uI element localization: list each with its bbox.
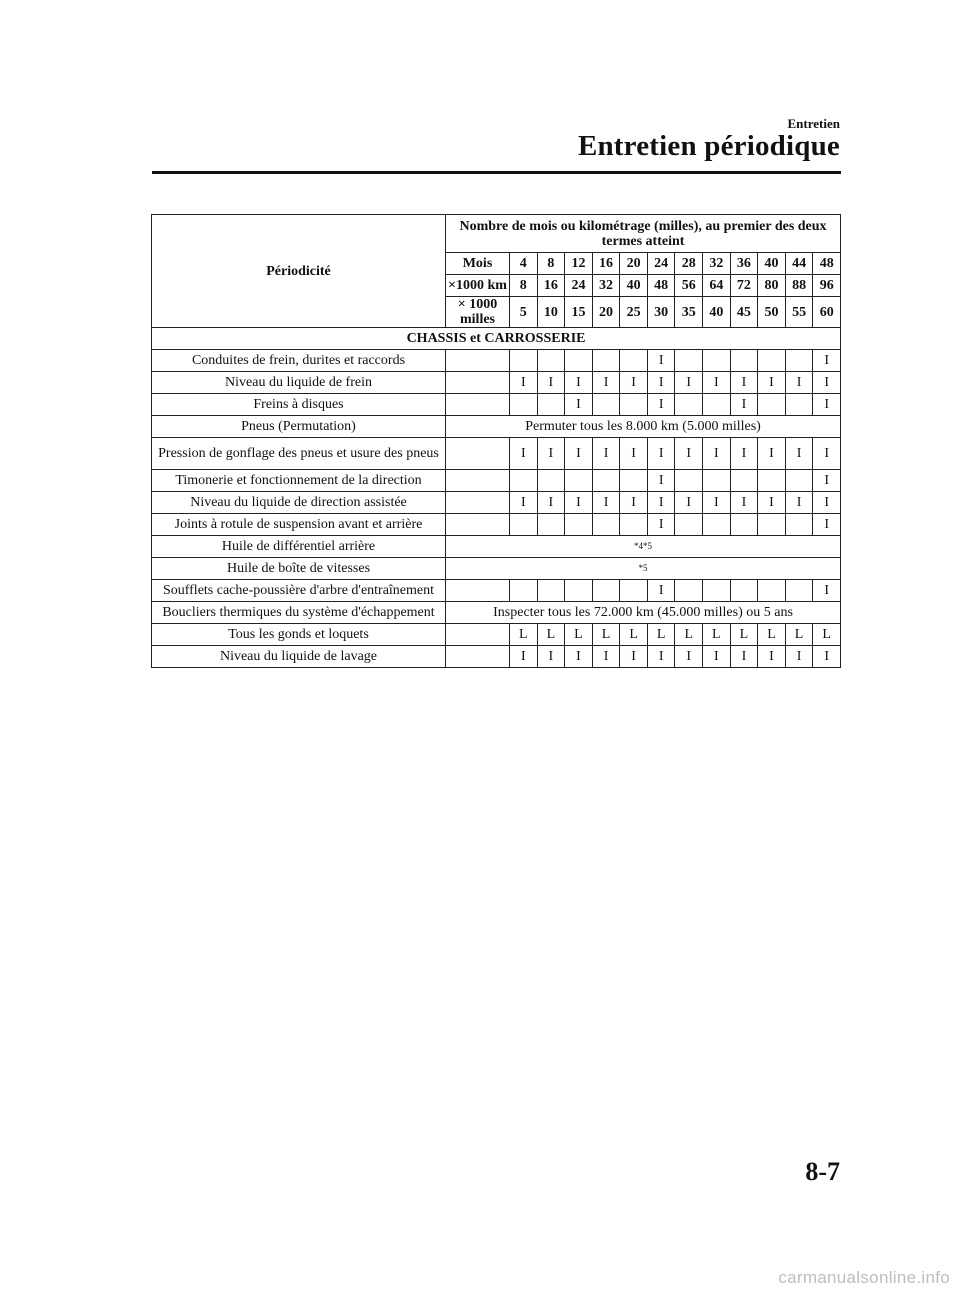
schedule-cell: I [758, 372, 786, 394]
empty-cell [446, 514, 510, 536]
schedule-cell [592, 470, 620, 492]
schedule-cell [730, 514, 758, 536]
page-title: Entretien périodique [577, 130, 840, 162]
schedule-cell [620, 350, 648, 372]
interval-value: 20 [620, 253, 648, 275]
interval-value: 10 [537, 297, 565, 328]
note-reference: *5 [446, 558, 841, 580]
schedule-cell: I [813, 492, 841, 514]
interval-value: 5 [510, 297, 538, 328]
schedule-cell [675, 350, 703, 372]
interval-value: 40 [703, 297, 731, 328]
interval-value: 8 [510, 275, 538, 297]
schedule-cell: L [813, 624, 841, 646]
schedule-cell [510, 394, 538, 416]
table-row [152, 492, 841, 514]
schedule-cell: I [813, 646, 841, 668]
item-label: Niveau du liquide de frein [152, 372, 446, 394]
schedule-cell [758, 470, 786, 492]
schedule-cell [620, 470, 648, 492]
schedule-cell: I [813, 580, 841, 602]
schedule-cell: L [730, 624, 758, 646]
item-label: Pression de gonflage des pneus et usure des pneus [152, 438, 446, 470]
schedule-cell [537, 514, 565, 536]
schedule-cell [703, 350, 731, 372]
section-name: Entretien [787, 116, 840, 131]
empty-cell [446, 580, 510, 602]
schedule-cell [730, 350, 758, 372]
schedule-cell [675, 514, 703, 536]
schedule-cell [537, 394, 565, 416]
schedule-cell: I [592, 438, 620, 470]
interval-value: 50 [758, 297, 786, 328]
table-row [152, 536, 841, 558]
schedule-cell [785, 350, 813, 372]
schedule-cell [703, 470, 731, 492]
item-label: Soufflets cache-poussière d'arbre d'entraînement [152, 580, 446, 602]
table-row [152, 558, 841, 580]
schedule-cell: I [592, 372, 620, 394]
schedule-cell: I [592, 492, 620, 514]
schedule-cell: I [647, 492, 675, 514]
interval-value: 55 [785, 297, 813, 328]
interval-value: 32 [592, 275, 620, 297]
schedule-cell: I [620, 492, 648, 514]
page-number: 8-7 [805, 1157, 840, 1186]
interval-value: 56 [675, 275, 703, 297]
interval-label: ×1000 km [446, 275, 510, 297]
interval-value: 44 [785, 253, 813, 275]
interval-value: 40 [620, 275, 648, 297]
schedule-cell [785, 394, 813, 416]
table-row [152, 372, 841, 394]
section-title: CHASSIS et CARROSSERIE [152, 328, 841, 350]
schedule-cell: I [647, 580, 675, 602]
schedule-cell: I [813, 470, 841, 492]
schedule-cell: I [813, 438, 841, 470]
empty-cell [446, 350, 510, 372]
schedule-cell: L [785, 624, 813, 646]
interval-value: 16 [537, 275, 565, 297]
schedule-cell [703, 580, 731, 602]
schedule-cell: I [565, 646, 593, 668]
interval-value: 24 [565, 275, 593, 297]
item-label: Timonerie et fonctionnement de la direction [152, 470, 446, 492]
schedule-cell: I [510, 646, 538, 668]
item-label: Pneus (Permutation) [152, 416, 446, 438]
empty-cell [446, 438, 510, 470]
schedule-cell: I [537, 646, 565, 668]
schedule-cell: I [647, 470, 675, 492]
schedule-cell [592, 350, 620, 372]
schedule-cell: I [537, 492, 565, 514]
schedule-cell: I [647, 514, 675, 536]
schedule-cell: I [565, 438, 593, 470]
empty-cell [446, 492, 510, 514]
schedule-cell [703, 514, 731, 536]
interval-value: 45 [730, 297, 758, 328]
schedule-cell: I [510, 438, 538, 470]
schedule-cell: L [510, 624, 538, 646]
schedule-cell [592, 514, 620, 536]
interval-value: 24 [647, 253, 675, 275]
interval-value: 64 [703, 275, 731, 297]
schedule-cell [510, 350, 538, 372]
item-label: Boucliers thermiques du système d'échappement [152, 602, 446, 624]
section-row [152, 328, 841, 350]
item-label: Huile de boîte de vitesses [152, 558, 446, 580]
schedule-cell: I [785, 372, 813, 394]
item-label: Conduites de frein, durites et raccords [152, 350, 446, 372]
schedule-cell: I [813, 372, 841, 394]
schedule-cell: L [537, 624, 565, 646]
table-body [152, 215, 841, 668]
schedule-cell: I [537, 438, 565, 470]
interval-value: 8 [537, 253, 565, 275]
schedule-cell: I [785, 438, 813, 470]
interval-value: 40 [758, 253, 786, 275]
schedule-cell [565, 514, 593, 536]
schedule-cell [703, 394, 731, 416]
schedule-cell [620, 394, 648, 416]
empty-cell [446, 394, 510, 416]
schedule-cell: I [813, 350, 841, 372]
interval-value: 88 [785, 275, 813, 297]
schedule-cell [510, 580, 538, 602]
schedule-cell: I [620, 438, 648, 470]
schedule-cell: L [565, 624, 593, 646]
schedule-cell [758, 514, 786, 536]
table-row [152, 580, 841, 602]
item-label: Niveau du liquide de direction assistée [152, 492, 446, 514]
schedule-cell [565, 580, 593, 602]
schedule-cell [537, 470, 565, 492]
schedule-cell: L [703, 624, 731, 646]
schedule-cell: I [565, 394, 593, 416]
schedule-cell [675, 470, 703, 492]
span-instruction: Permuter tous les 8.000 km (5.000 milles) [446, 416, 841, 438]
table-row [152, 416, 841, 438]
schedule-cell: I [758, 646, 786, 668]
schedule-cell [758, 580, 786, 602]
interval-value: 35 [675, 297, 703, 328]
schedule-cell [785, 470, 813, 492]
schedule-cell [537, 580, 565, 602]
table-row [152, 514, 841, 536]
schedule-cell: I [785, 492, 813, 514]
interval-value: 4 [510, 253, 538, 275]
schedule-cell: I [730, 372, 758, 394]
interval-value: 48 [813, 253, 841, 275]
schedule-cell: I [758, 438, 786, 470]
schedule-cell [565, 470, 593, 492]
schedule-cell: I [675, 492, 703, 514]
schedule-cell: I [510, 492, 538, 514]
interval-value: 60 [813, 297, 841, 328]
table-row [152, 394, 841, 416]
schedule-cell: I [675, 372, 703, 394]
maintenance-schedule-table [151, 214, 841, 668]
table-header-row [152, 215, 841, 253]
item-label: Niveau du liquide de lavage [152, 646, 446, 668]
table-row [152, 646, 841, 668]
schedule-cell: I [813, 394, 841, 416]
interval-value: 80 [758, 275, 786, 297]
item-label: Joints à rotule de suspension avant et arrière [152, 514, 446, 536]
interval-value: 96 [813, 275, 841, 297]
schedule-cell: L [675, 624, 703, 646]
schedule-cell: L [620, 624, 648, 646]
table-row [152, 602, 841, 624]
span-instruction: Inspecter tous les 72.000 km (45.000 milles) ou 5 ans [446, 602, 841, 624]
interval-value: 32 [703, 253, 731, 275]
schedule-cell [675, 394, 703, 416]
schedule-cell: I [647, 394, 675, 416]
table-row [152, 350, 841, 372]
interval-value: 30 [647, 297, 675, 328]
item-label: Freins à disques [152, 394, 446, 416]
schedule-cell: I [703, 646, 731, 668]
interval-value: 20 [592, 297, 620, 328]
note-reference: *4*5 [446, 536, 841, 558]
schedule-cell [537, 350, 565, 372]
empty-cell [446, 624, 510, 646]
schedule-cell: I [537, 372, 565, 394]
schedule-cell: I [730, 394, 758, 416]
empty-cell [446, 646, 510, 668]
schedule-cell: I [675, 646, 703, 668]
interval-value: 15 [565, 297, 593, 328]
schedule-cell [730, 470, 758, 492]
interval-header: Nombre de mois ou kilométrage (milles), au premier des deux termes atteint [446, 215, 841, 253]
schedule-cell: L [647, 624, 675, 646]
empty-cell [446, 372, 510, 394]
schedule-cell [730, 580, 758, 602]
interval-value: 48 [647, 275, 675, 297]
schedule-cell [758, 350, 786, 372]
schedule-cell: I [647, 350, 675, 372]
schedule-cell [620, 514, 648, 536]
schedule-cell: I [620, 646, 648, 668]
interval-value: 36 [730, 253, 758, 275]
table-row [152, 624, 841, 646]
schedule-cell: I [703, 492, 731, 514]
watermark: carmanualsonline.info [778, 1268, 950, 1287]
schedule-cell [592, 580, 620, 602]
interval-value: 28 [675, 253, 703, 275]
schedule-cell [785, 580, 813, 602]
schedule-cell [510, 514, 538, 536]
schedule-cell: I [730, 492, 758, 514]
schedule-cell: I [675, 438, 703, 470]
table-row [152, 470, 841, 492]
schedule-cell: L [758, 624, 786, 646]
interval-label: × 1000 milles [446, 297, 510, 328]
schedule-cell: I [730, 438, 758, 470]
schedule-cell: I [813, 514, 841, 536]
schedule-cell [785, 514, 813, 536]
schedule-cell: I [703, 438, 731, 470]
schedule-cell [565, 350, 593, 372]
schedule-cell [758, 394, 786, 416]
schedule-cell: I [730, 646, 758, 668]
interval-value: 16 [592, 253, 620, 275]
schedule-cell: I [703, 372, 731, 394]
header-divider [152, 171, 841, 174]
periodicity-label: Périodicité [152, 215, 446, 328]
interval-label: Mois [446, 253, 510, 275]
schedule-cell: I [758, 492, 786, 514]
item-label: Huile de différentiel arrière [152, 536, 446, 558]
item-label: Tous les gonds et loquets [152, 624, 446, 646]
schedule-cell: I [620, 372, 648, 394]
schedule-cell: I [565, 492, 593, 514]
schedule-cell: I [592, 646, 620, 668]
schedule-cell: I [785, 646, 813, 668]
schedule-cell [510, 470, 538, 492]
table-row [152, 438, 841, 470]
schedule-cell [592, 394, 620, 416]
interval-value: 72 [730, 275, 758, 297]
schedule-cell: I [565, 372, 593, 394]
interval-value: 12 [565, 253, 593, 275]
schedule-cell: I [647, 372, 675, 394]
interval-value: 25 [620, 297, 648, 328]
schedule-cell [620, 580, 648, 602]
schedule-cell: I [647, 646, 675, 668]
schedule-cell: L [592, 624, 620, 646]
schedule-cell [675, 580, 703, 602]
schedule-cell: I [647, 438, 675, 470]
empty-cell [446, 470, 510, 492]
schedule-cell: I [510, 372, 538, 394]
